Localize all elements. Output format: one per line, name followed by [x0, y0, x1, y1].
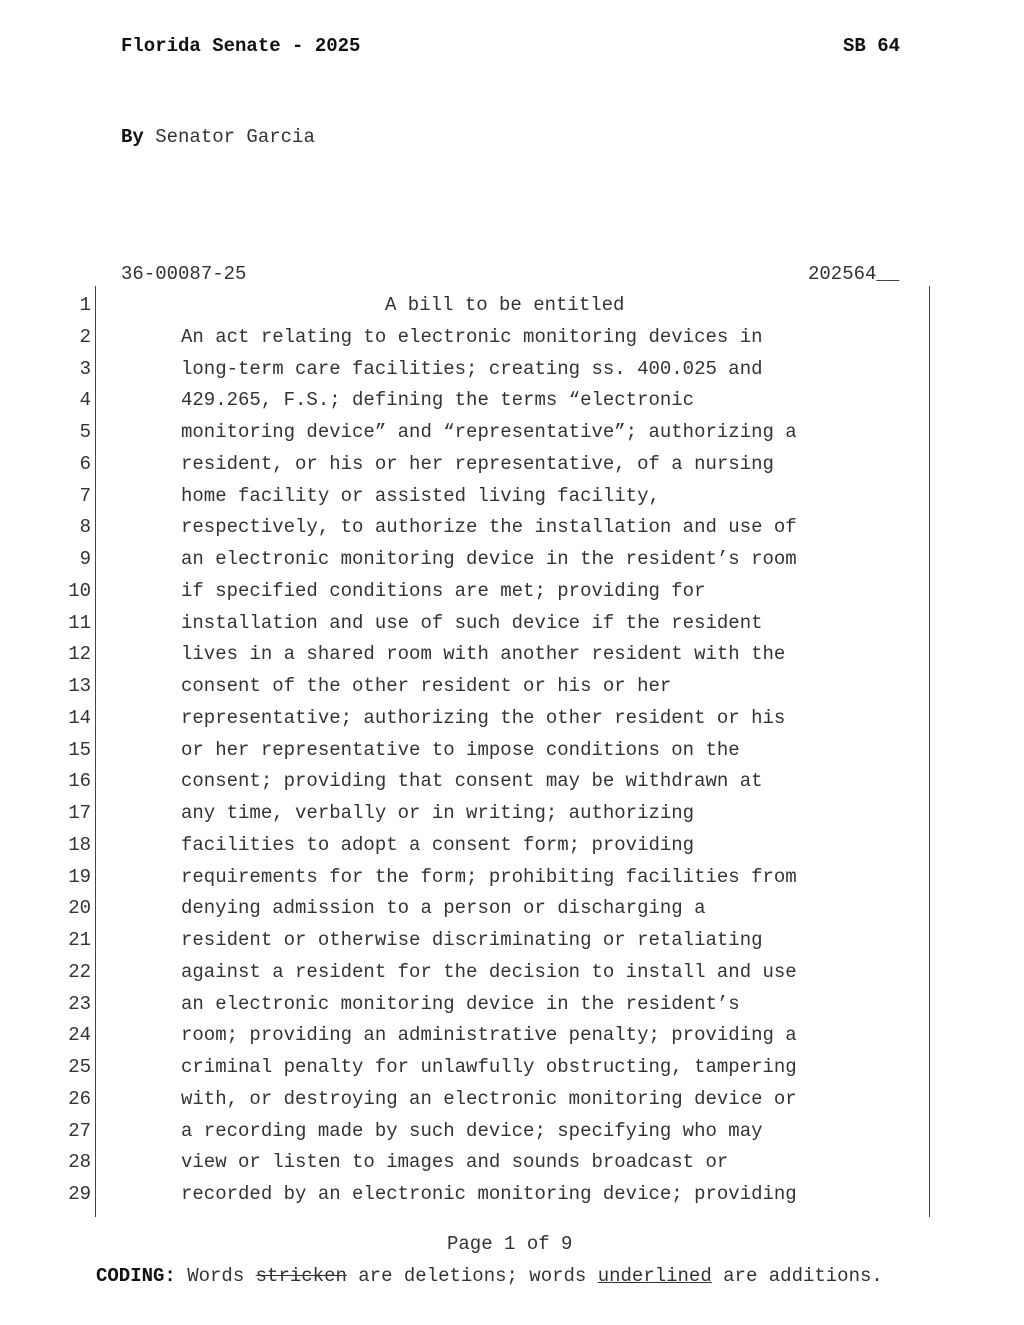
line-text: representative; authorizing the other resident or his: [181, 706, 786, 729]
header-chamber-year: Florida Senate - 2025: [121, 35, 361, 57]
line-text: lives in a shared room with another resident with the: [181, 643, 786, 666]
coding-middle: are deletions; words: [346, 1265, 598, 1287]
line-text: against a resident for the decision to install and use: [181, 960, 797, 983]
line-number: 14: [68, 706, 91, 729]
line-text: with, or destroying an electronic monitoring device or: [181, 1087, 797, 1110]
sponsor-by-label: By: [121, 126, 144, 148]
bill-line: [0, 326, 1024, 358]
line-text: consent; providing that consent may be withdrawn at: [181, 770, 763, 793]
line-number: 11: [68, 611, 91, 634]
line-number: 19: [68, 865, 91, 888]
bill-line: [0, 516, 1024, 548]
line-number: 21: [68, 929, 91, 951]
bill-line: [0, 739, 1024, 771]
line-number: 22: [68, 960, 91, 983]
bill-line: [0, 929, 1024, 961]
line-number: 2: [79, 325, 91, 348]
bill-line: [0, 612, 1024, 644]
line-number: 24: [68, 1024, 91, 1047]
page-number: Page 1 of 9: [447, 1233, 573, 1255]
line-number: 5: [79, 421, 91, 443]
line-text: denying admission to a person or discharging a: [181, 897, 706, 920]
line-text: room; providing an administrative penalty; providing a: [181, 1024, 797, 1047]
line-number: 26: [68, 1087, 91, 1110]
bill-line: [0, 1151, 1024, 1183]
bill-line: [0, 1088, 1024, 1120]
line-number: 29: [68, 1183, 91, 1205]
line-text: monitoring device” and “representative”; authorizing a: [181, 421, 797, 443]
bill-line: [0, 866, 1024, 898]
header-bill-number: SB 64: [843, 35, 901, 57]
bill-line: [0, 961, 1024, 993]
line-number: 10: [68, 579, 91, 602]
line-number: 1: [79, 294, 91, 316]
bill-line: [0, 548, 1024, 580]
line-number: 12: [68, 643, 91, 666]
bill-line: [0, 897, 1024, 929]
line-text: recorded by an electronic monitoring device; providing: [181, 1183, 797, 1205]
line-text: long-term care facilities; creating ss. 400.025 and: [181, 357, 763, 380]
sponsor-name: Senator Garcia: [155, 126, 315, 148]
bill-line: [0, 707, 1024, 739]
line-text: An act relating to electronic monitoring devices in: [181, 325, 763, 348]
line-number: 9: [79, 548, 91, 570]
line-text: an electronic monitoring device in the resident’s room: [181, 548, 797, 570]
line-number: 3: [79, 357, 91, 380]
line-text: requirements for the form; prohibiting facilities from: [181, 865, 797, 888]
bill-line: [0, 1024, 1024, 1056]
bill-line: [0, 389, 1024, 421]
line-text: respectively, to authorize the installation and use of: [181, 516, 797, 539]
line-number: 8: [79, 516, 91, 539]
coding-stricken: stricken: [255, 1265, 347, 1287]
line-text: criminal penalty for unlawfully obstructing, tampering: [181, 1056, 797, 1078]
line-text: view or listen to images and sounds broadcast or: [181, 1151, 729, 1174]
bill-line: [0, 802, 1024, 834]
bill-line: [0, 1120, 1024, 1152]
line-text: home facility or assisted living facility,: [181, 484, 660, 507]
line-text: 429.265, F.S.; defining the terms “electronic: [181, 389, 695, 412]
line-text: resident, or his or her representative, of a nursing: [181, 452, 774, 475]
line-number: 15: [68, 738, 91, 761]
bill-line: [0, 1183, 1024, 1215]
line-text: if specified conditions are met; providing for: [181, 579, 706, 602]
bill-line: [0, 643, 1024, 675]
line-number: 28: [68, 1151, 91, 1174]
line-number: 18: [68, 833, 91, 856]
coding-end: are additions.: [711, 1265, 883, 1287]
bill-line: [0, 294, 1024, 326]
bill-line: [0, 580, 1024, 612]
bill-line: [0, 358, 1024, 390]
bill-line: [0, 834, 1024, 866]
line-number: 23: [68, 992, 91, 1015]
line-number: 17: [68, 802, 91, 824]
line-number: 13: [68, 675, 91, 697]
bill-line: [0, 993, 1024, 1025]
bill-title-text: A bill to be entitled: [385, 294, 625, 316]
line-text: resident or otherwise discriminating or retaliating: [181, 929, 763, 951]
bill-line: [0, 675, 1024, 707]
line-number: 27: [68, 1119, 91, 1142]
bill-line: [0, 770, 1024, 802]
line-text: or her representative to impose conditions on the: [181, 738, 740, 761]
coding-label: CODING:: [96, 1265, 176, 1287]
line-text: installation and use of such device if the resident: [181, 611, 763, 634]
line-number: 16: [68, 770, 91, 793]
line-number: 4: [79, 389, 91, 412]
line-text: an electronic monitoring device in the resident’s: [181, 992, 740, 1015]
line-text: any time, verbally or in writing; authorizing: [181, 802, 695, 824]
line-text: facilities to adopt a consent form; providing: [181, 833, 695, 856]
bill-line: [0, 453, 1024, 485]
bill-line: [0, 1056, 1024, 1088]
coding-words: Words: [175, 1265, 256, 1287]
line-number: 20: [68, 897, 91, 920]
bill-line: [0, 421, 1024, 453]
line-text: a recording made by such device; specifying who may: [181, 1119, 763, 1142]
line-text: consent of the other resident or his or her: [181, 675, 672, 697]
line-number: 25: [68, 1056, 91, 1078]
coding-legend: [96, 1265, 883, 1287]
line-number: 6: [79, 452, 91, 475]
line-number: 7: [79, 484, 91, 507]
draft-code: 202564__: [808, 263, 900, 285]
coding-underlined: underlined: [597, 1265, 712, 1287]
bill-code: 36-00087-25: [121, 263, 247, 285]
bill-line: [0, 485, 1024, 517]
